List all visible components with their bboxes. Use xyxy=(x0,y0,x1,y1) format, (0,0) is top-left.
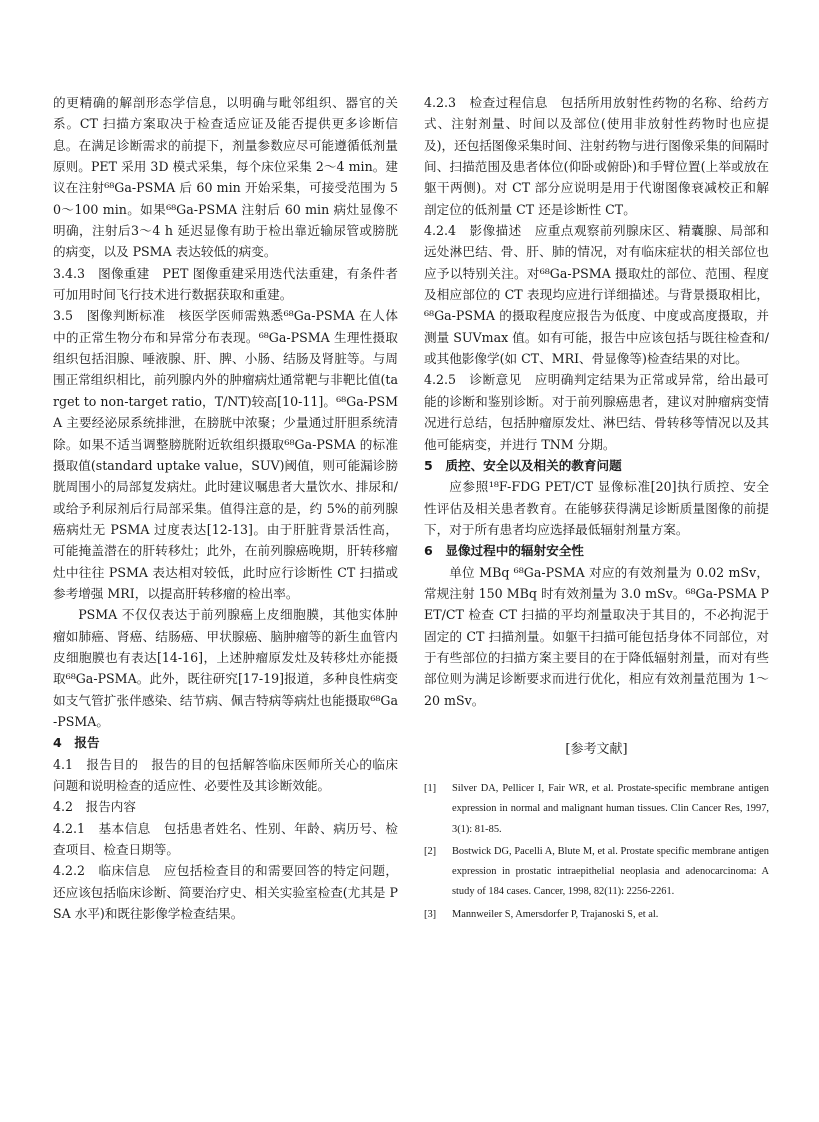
section-heading: 5 质控、安全以及相关的教育问题 xyxy=(424,457,622,473)
paragraph: 单位 MBq ⁶⁸Ga-PSMA 对应的有效剂量为 0.02 mSv，常规注射 150 MBq 时有效剂量为 3.0 mSv。⁶⁸Ga-PSMA PET/CT 检查 CT 扫描的平均剂量取决于其目的，不必拘泥于固定的 CT 扫描剂量。如躯干扫描可能包括身体不同部位，对于有些部位的扫描方案主要目的在于降低辐射剂量，而对有些部位则为满足诊断要求而进行优化，相应有效剂量范围为 1～20 mSv。 xyxy=(424,564,769,708)
paragraph: 4.2.1 基本信息 包括患者姓名、性别、年龄、病历号、检查项目、检查日期等。 xyxy=(53,820,398,858)
reference-number: [1] xyxy=(424,782,437,794)
right-body xyxy=(424,92,769,711)
left-column xyxy=(53,92,398,924)
references-list xyxy=(424,779,769,925)
paragraph: 4.2.2 临床信息 应包括检查目的和需要回答的特定问题，还应该包括临床诊断、简要治疗史、相关实验室检查(尤其是 PSA 水平)和既往影像学检查结果。 xyxy=(53,863,398,922)
reference-text: Silver DA, Pellicer I, Fair WR, et al. Prostate-specific membrane antigen expression in normal and malignant human tissues. Clin Cancer Res, 1997, 3(1): 81-85. xyxy=(452,782,769,835)
reference-text: Bostwick DG, Pacelli A, Blute M, et al. Prostate specific membrane antigen expression in prostatic intraepithelial neoplasia and adenocarcinoma: A study of 184 cases. Cancer, 1998, 82(11): 2256-2261. xyxy=(452,845,769,898)
paragraph: 4.1 报告目的 报告的目的包括解答临床医师所关心的临床问题和说明检查的适应性、必要性及其诊断效能。 xyxy=(53,756,398,793)
paragraph: 4.2.5 诊断意见 应明确判定结果为正常或异常，给出最可能的诊断和鉴别诊断。对于前列腺癌患者，建议对肿瘤病变情况进行总结，包括肿瘤原发灶、淋巴结、骨转移等情况以及其他可能病变，并进行 TNM 分期。 xyxy=(424,372,769,452)
paragraph: 3.5 图像判断标准 核医学医师需熟悉⁶⁸Ga-PSMA 在人体中的正常生物分布和异常分布表现。⁶⁸Ga-PSMA 生理性摄取组织包括泪腺、唾液腺、肝、脾、小肠、结肠及肾脏等。与周围正常组织相比，前列腺内外的肿瘤病灶通常靶与非靶比值(target to non-target ratio，T/NT)较高[10-11]。⁶⁸Ga-PSMA 主要经泌尿系统排泄，在膀胱中浓聚；少量通过肝胆系统清除。如果不适当调整膀胱附近软组织摄取⁶⁸Ga-PSMA 的标准摄取值(standard uptake value，SUV)阈值，则可能漏诊膀胱周围小的局部复发病灶。此时建议嘱患者大量饮水、排尿和/或给予利尿剂后行局部采集。值得注意的是，约 5%的前列腺癌病灶无 PSMA 过度表达[12-13]。由于肝脏背景活性高，可能掩盖潜在的肝转移灶；此外，在前列腺癌晚期，肝转移瘤灶中往往 PSMA 表达相对较低，此时应行诊断性 CT 扫描或参考增强 MRI，以提高肝转移瘤的检出率。 xyxy=(53,308,398,601)
references-title: [参考文献] xyxy=(565,741,628,757)
right-column xyxy=(424,92,769,927)
paragraph: 3.4.3 图像重建 PET 图像重建采用迭代法重建，有条件者可加用时间飞行技术进行数据获取和重建。 xyxy=(53,265,398,303)
reference-number: [3] xyxy=(424,908,437,920)
paragraph: PSMA 不仅仅表达于前列腺癌上皮细胞膜，其他实体肿瘤如肺癌、肾癌、结肠癌、甲状腺癌、脑肿瘤等的新生血管内皮细胞膜也有表达[14-16]，上述肿瘤原发灶及转移灶亦能摄取⁶⁸Ga-PSMA。此外，既往研究[17-19]报道，多种良性病变如支气管扩张伴感染、结节病、佩吉特病等病灶也能摄取⁶⁸Ga-PSMA。 xyxy=(53,607,398,729)
reference-text: Mannweiler S, Amersdorfer P, Trajanoski S, et al. xyxy=(452,908,659,920)
paragraph: 应参照¹⁸F-FDG PET/CT 显像标准[20]执行质控、安全性评估及相关患者教育。在能够获得满足诊断质量图像的前提下，对于所有患者均应选择最低辐射剂量方案。 xyxy=(424,479,769,537)
reference-item xyxy=(424,842,769,903)
paragraph: 4.2.3 检查过程信息 包括所用放射性药物的名称、给药方式、注射剂量、时间以及部位(使用非放射性药物时也应提及)，还包括图像采集时间、注射药物与进行图像采集的间隔时间、扫描范围及患者体位(仰卧或俯卧)和手臂位置(上举或放在躯干两侧)。对 CT 部分应说明是用于代谢图像衰减校正和解剖定位的低剂量 CT 还是诊断性 CT。 xyxy=(424,95,769,217)
section-heading: 4 报告 xyxy=(53,735,100,751)
reference-item xyxy=(424,779,769,840)
reference-item xyxy=(424,905,769,925)
section-heading: 6 显像过程中的辐射安全性 xyxy=(424,543,584,559)
reference-number: [2] xyxy=(424,845,437,857)
paragraph: 4.2.4 影像描述 应重点观察前列腺床区、精囊腺、局部和远处淋巴结、骨、肝、肺的情况，对有临床症状的相关部位也应予以特别关注。对⁶⁸Ga-PSMA 摄取灶的部位、范围、程度及相应部位的 CT 表现均应进行详细描述。与背景摄取相比，⁶⁸Ga-PSMA 的摄取程度应报告为低度、中度或高度摄取，并测量 SUVmax 值。如有可能，报告中应该包括与既往检查和/或其他影像学(如 CT、MRI、骨显像等)检查结果的对比。 xyxy=(424,223,769,367)
paragraph: 4.2 报告内容 xyxy=(53,799,136,815)
paragraph: 的更精确的解剖形态学信息，以明确与毗邻组织、器官的关系。CT 扫描方案取决于检查适应证及能否提供更多诊断信息。在满足诊断需求的前提下，剂量参数应尽可能遵循低剂量原则。PET 采用 3D 模式采集，每个床位采集 2～4 min。建议在注射⁶⁸Ga-PSMA 后 60 min 开始采集，可接受范围为 50～100 min。如果⁶⁸Ga-PSMA 注射后 60 min 病灶显像不明确，注射后3～4 h 延迟显像有助于检出靠近输尿管或膀胱的病变，以及 PSMA 表达较低的病变。 xyxy=(53,95,398,260)
